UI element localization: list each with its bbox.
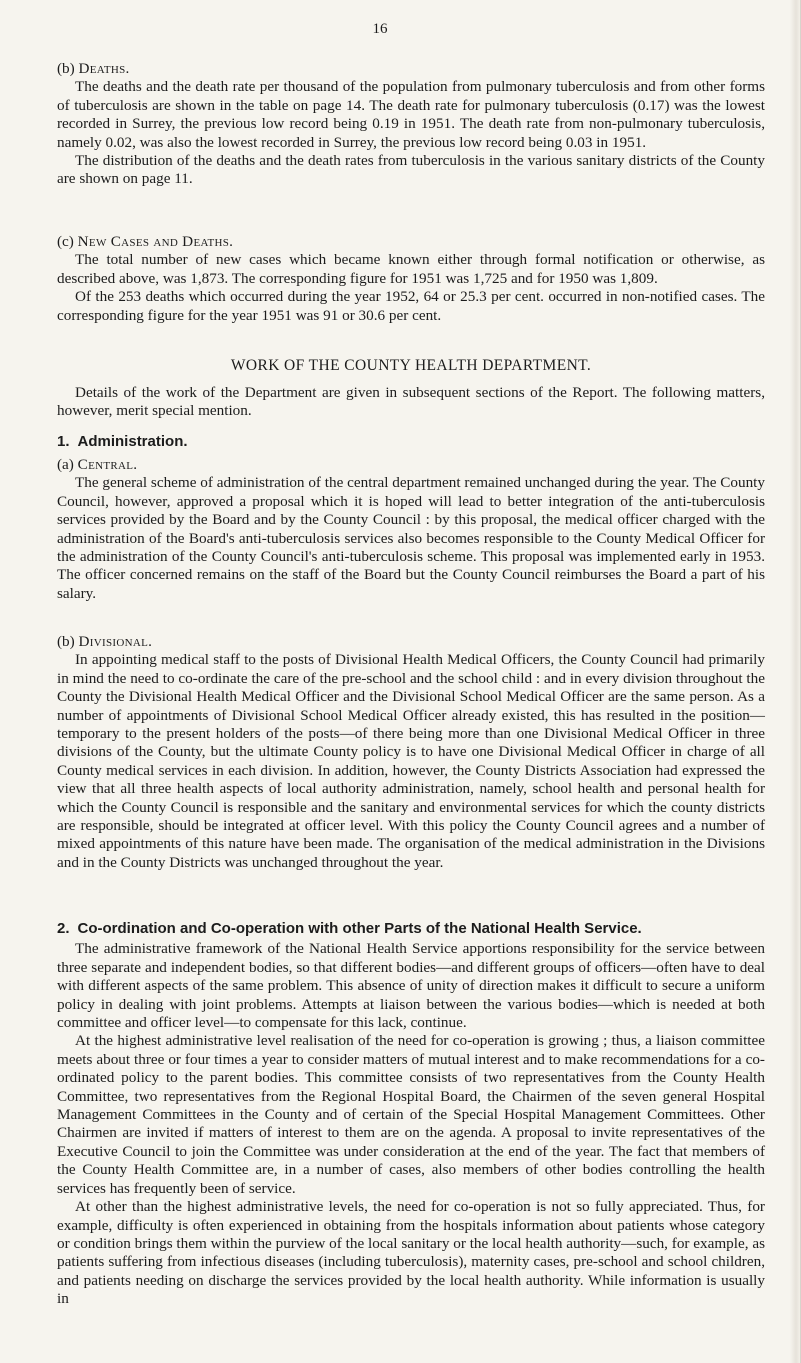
- new-cases-section: [57, 233, 765, 325]
- deaths-heading: [57, 60, 765, 78]
- work-heading: WORK OF THE COUNTY HEALTH DEPARTMENT.: [230, 357, 592, 374]
- central-paragraph: The general scheme of administration of the central department remained unchanged during the year. The County Council, however, approved a proposal which it is hoped will lead to better integration of the anti-tuberculosis services provided by the Board and by the County Council : by this proposal, the medical officer charged with the administration of the Board's anti-tuberculosis services also becomes responsible to the County Medical Officer for the administration of the County Council's anti-tuberculosis scheme. This proposal was implemented early in 1953. The officer concerned remains on the staff of the Board but the County Council reimburses the Board a part of his salary.: [57, 474, 765, 602]
- central-letter: (a): [57, 456, 74, 473]
- coordination-title: Co-ordination and Co-operation with other Parts of the National Health Service.: [77, 920, 642, 937]
- new-cases-title: New Cases and Deaths.: [77, 233, 234, 250]
- administration-heading: [57, 433, 765, 451]
- coordination-section: [57, 920, 765, 1309]
- divisional-title: Divisional.: [78, 633, 153, 650]
- deaths-paragraph-1: The deaths and the death rate per thousand of the population from pulmonary tuberculosis and from other forms of tuberculosis are shown in the table on page 14. The death rate for pulmonary tuberculosis (0.17) was the lowest recorded in Surrey, the previous low record being 0.19 in 1951. The death rate from non-pulmonary tuberculosis, namely 0.02, was also the lowest recorded in Surrey, the previous low record being 0.03 in 1951.: [57, 78, 765, 151]
- central-heading: [57, 456, 765, 474]
- divisional-letter: (b): [57, 633, 75, 650]
- central-title: Central.: [77, 456, 138, 473]
- page-number: 16: [372, 21, 388, 37]
- new-cases-letter: (c): [57, 233, 74, 250]
- coordination-paragraph-2: At the highest administrative level realisation of the need for co-operation is growing ; thus, a liaison committee meets about three or four times a year to consider matters of mutual interest and to make recommendations for a co-ordinated policy to the parent bodies. This committee consists of two representatives from the County Health Committee, two representatives from the Regional Hospital Board, the Chairmen of the seven general Hospital Management Committees in the County and of certain of the Special Hospital Management Committees. Other Chairmen are invited if matters of interest to them are on the agenda. A proposal to invite representatives of the Executive Council to join the Committee was under consideration at the end of the year. The fact that members of the County Health Committee are, in a number of cases, also members of other bodies controlling the health services has frequently been of service.: [57, 1032, 765, 1197]
- new-cases-heading: [57, 233, 765, 251]
- new-cases-paragraph-2: Of the 253 deaths which occurred during the year 1952, 64 or 25.3 per cent. occurred in non-notified cases. The corresponding figure for the year 1951 was 91 or 30.6 per cent.: [57, 288, 765, 324]
- coordination-heading: [57, 920, 765, 938]
- coordination-number: 2.: [57, 920, 70, 937]
- coordination-paragraph-3: At other than the highest administrative levels, the need for co-operation is not so fully appreciated. Thus, for example, difficulty is often experienced in obtaining from the hospitals information about patients whose category or condition brings them within the purview of the local sanitary or the local health authority—such, for example, as patients suffering from infectious diseases (including tuberculosis), maternity cases, pre-school and school children, and patients needing on discharge the services provided by the local health authority. While information is usually in: [57, 1198, 765, 1308]
- administration-number: 1.: [57, 433, 70, 450]
- work-section: [57, 357, 765, 375]
- divisional-section: [57, 633, 765, 872]
- divisional-heading: [57, 633, 765, 651]
- new-cases-paragraph-1: The total number of new cases which became known either through formal notification or otherwise, as described above, was 1,873. The corresponding figure for 1951 was 1,725 and for 1950 was 1,809.: [57, 251, 765, 287]
- coordination-paragraph-1: The administrative framework of the National Health Service apportions responsibility for the service between three separate and independent bodies, so that different bodies—and different groups of officers—often have to deal with different aspects of the same problem. This absence of unity of direction makes it difficult to secure a uniform policy in dealing with joint problems. Attempts at liaison between the various bodies—which is needed at both committee and officer level—to compensate for this lack, continue.: [57, 940, 765, 1032]
- deaths-letter: (b): [57, 60, 75, 77]
- administration-title: Administration.: [77, 433, 188, 450]
- divisional-paragraph: In appointing medical staff to the posts of Divisional Health Medical Officers, the County Council had primarily in mind the need to co-ordinate the care of the pre-school and the school child : and in every division throughout the County the Divisional Health Medical Officer and the Divisional School Medical Officer are the same person. As a number of appointments of Divisional School Medical Officer already existed, this has resulted in the position—temporary to the present holders of the posts—of there being more than one Divisional Medical Officer in three divisions of the County, but the ultimate County policy is to have one Divisional Medical Officer in charge of all County medical services in each division. In addition, however, the County Districts Association had expressed the view that all three health aspects of local authority administration, namely, school health and personal health for which the County Council is responsible and the sanitary and environmental services for which the county districts are responsible, should be integrated at officer level. With this policy the County Council agrees and a number of mixed appointments of this nature have been made. The organisation of the medical administration in the Divisions and in the County Districts was unchanged throughout the year.: [57, 651, 765, 871]
- deaths-paragraph-2: The distribution of the deaths and the death rates from tuberculosis in the various sanitary districts of the County are shown on page 11.: [57, 152, 765, 188]
- work-intro: Details of the work of the Department are given in subsequent sections of the Report. The following matters, however, merit special mention.: [57, 384, 765, 420]
- page-edge-shadow: [790, 0, 800, 1363]
- deaths-section: [57, 60, 765, 189]
- central-section: [57, 456, 765, 603]
- work-intro-block: [57, 384, 765, 421]
- administration-section: [57, 433, 765, 451]
- deaths-title: Deaths.: [78, 60, 130, 77]
